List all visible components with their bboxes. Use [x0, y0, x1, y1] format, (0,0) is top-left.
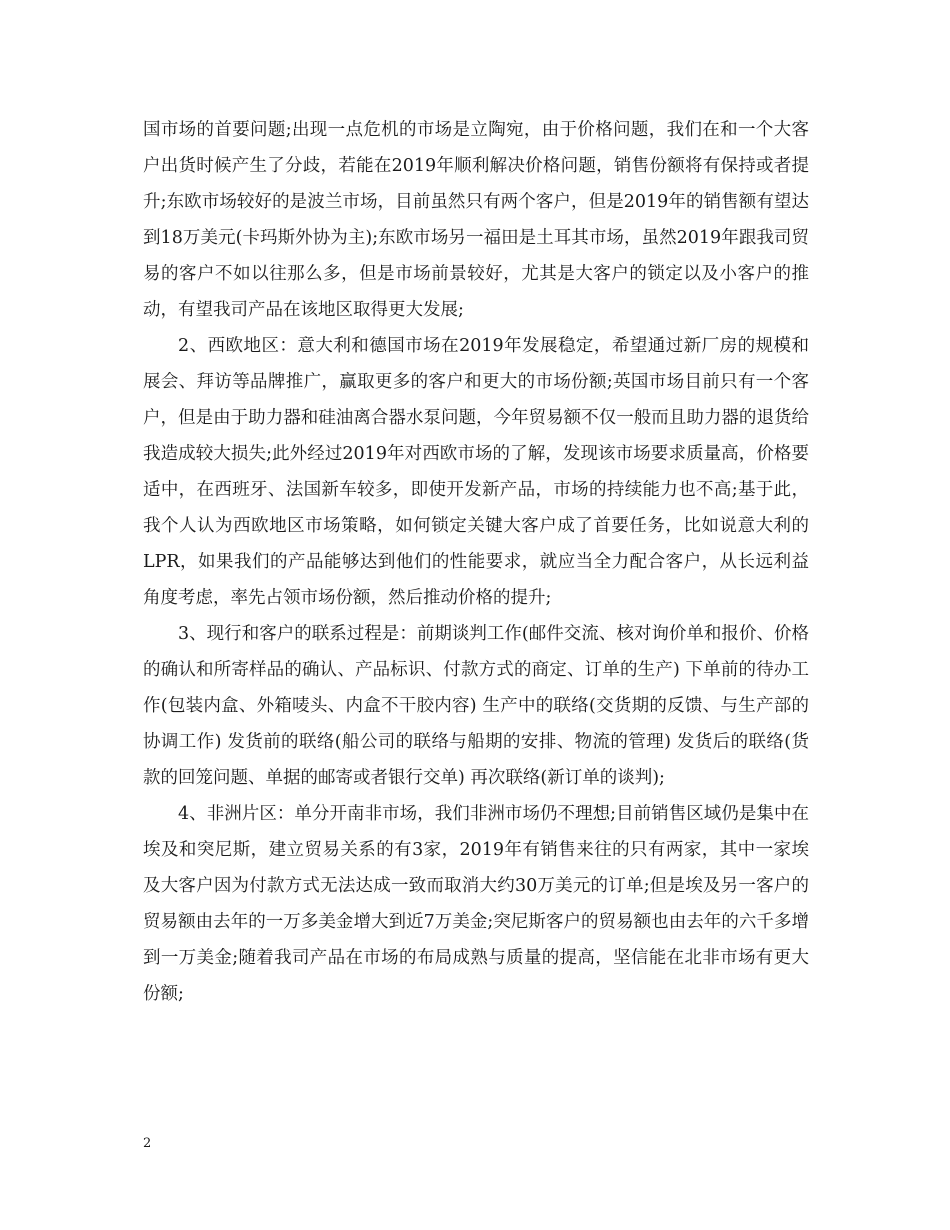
page-number: 2	[143, 1136, 152, 1151]
body-text	[143, 112, 809, 1012]
paragraph-customer-contact-process: 3、现行和客户的联系过程是：前期谈判工作(邮件交流、核对询价单和报价、价格的确认和所寄样品的确认、产品标识、付款方式的商定、订单的生产) 下单前的待办工作(包装内盒、外箱唛头、内盒不干胶内容) 生产中的联络(交货期的反馈、与生产部的协调工作) 发货前的联络(船公司的联络与船期的安排、物流的管理) 发货后的联络(货款的回笼问题、单据的邮寄或者银行交单) 再次联络(新订单的谈判);	[143, 624, 809, 788]
paragraph-continuation: 国市场的首要问题;出现一点危机的市场是立陶宛，由于价格问题，我们在和一个大客户出货时候产生了分歧，若能在2019年顺利解决价格问题，销售份额将有保持或者提升;东欧市场较好的是波兰市场，目前虽然只有两个客户，但是2019年的销售额有望达到18万美元(卡玛斯外协为主);东欧市场另一福田是土耳其市场，虽然2019年跟我司贸易的客户不如以往那么多，但是市场前景较好，尤其是大客户的锁定以及小客户的推动，有望我司产品在该地区取得更大发展;	[143, 120, 809, 320]
paragraph-western-europe: 2、西欧地区：意大利和德国市场在2019年发展稳定，希望通过新厂房的规模和展会、拜访等品牌推广，赢取更多的客户和更大的市场份额;英国市场目前只有一个客户，但是由于助力器和硅油离合器水泵问题，今年贸易额不仅一般而且助力器的退货给我造成较大损失;此外经过2019年对西欧市场的了解，发现该市场要求质量高，价格要适中，在西班牙、法国新车较多，即使开发新产品，市场的持续能力也不高;基于此，我个人认为西欧地区市场策略，如何锁定关键大客户成了首要任务，比如说意大利的LPR，如果我们的产品能够达到他们的性能要求，就应当全力配合客户，从长远利益角度考虑，率先占领市场份额，然后推动价格的提升;	[143, 336, 809, 608]
paragraph-africa-region: 4、非洲片区：单分开南非市场，我们非洲市场仍不理想;目前销售区域仍是集中在埃及和突尼斯，建立贸易关系的有3家，2019年有销售来往的只有两家，其中一家埃及大客户因为付款方式无法达成一致而取消大约30万美元的订单;但是埃及另一客户的贸易额由去年的一万多美金增大到近7万美金;突尼斯客户的贸易额也由去年的六千多增到一万美金;随着我司产品在市场的布局成熟与质量的提高，坚信能在北非市场有更大份额;	[143, 804, 809, 1004]
